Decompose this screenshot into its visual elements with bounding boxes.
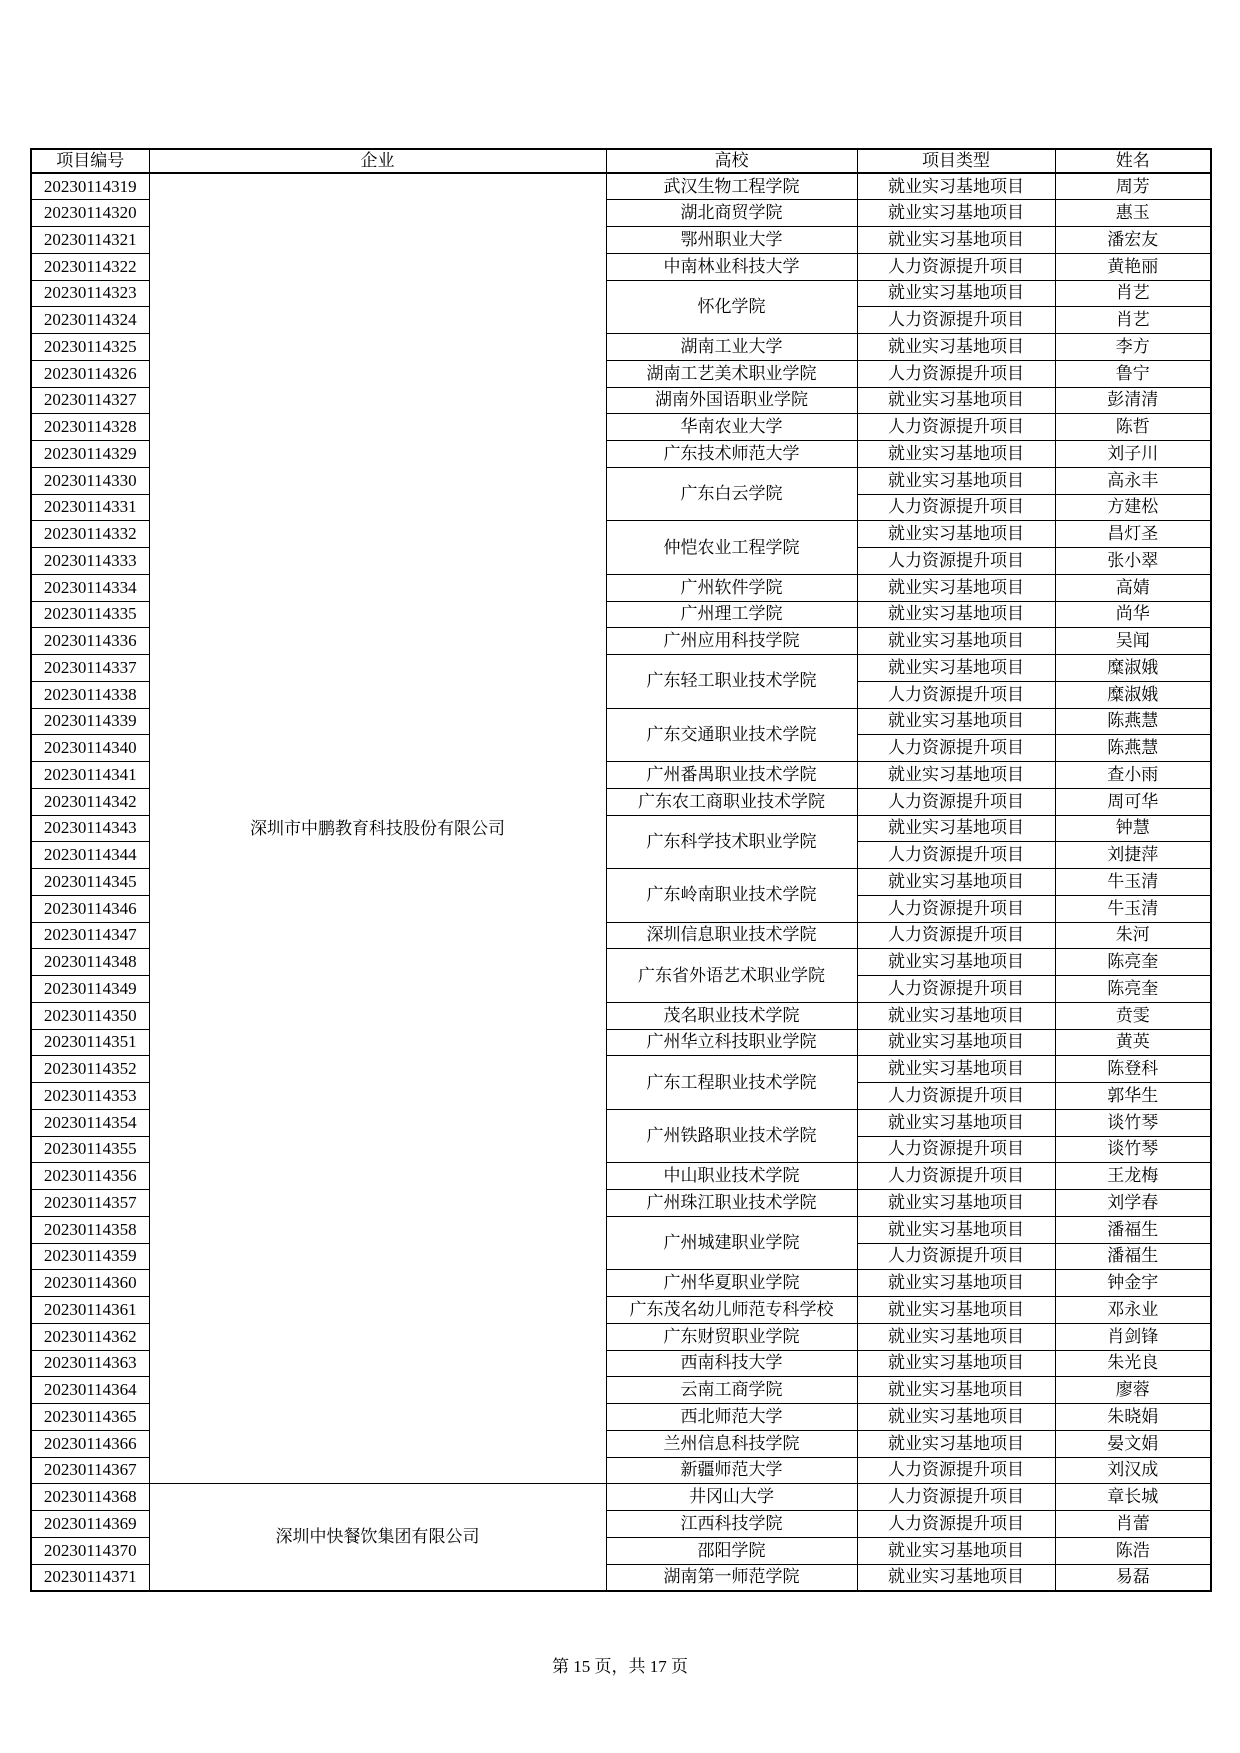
project-id-cell: 20230114361 [31,1297,149,1324]
project-type-cell: 就业实习基地项目 [857,1190,1055,1217]
project-type-cell: 人力资源提升项目 [857,494,1055,521]
project-type-cell: 人力资源提升项目 [857,922,1055,949]
project-type-cell: 就业实习基地项目 [857,1350,1055,1377]
name-cell: 潘福生 [1055,1243,1211,1270]
project-type-cell: 就业实习基地项目 [857,574,1055,601]
project-type-cell: 人力资源提升项目 [857,842,1055,869]
project-type-cell: 就业实习基地项目 [857,467,1055,494]
school-cell: 广州应用科技学院 [606,628,857,655]
project-id-cell: 20230114329 [31,441,149,468]
school-cell: 武汉生物工程学院 [606,173,857,200]
project-type-cell: 就业实习基地项目 [857,1537,1055,1564]
school-cell: 仲恺农业工程学院 [606,521,857,575]
name-cell: 周芳 [1055,173,1211,200]
project-type-cell: 人力资源提升项目 [857,1083,1055,1110]
name-cell: 朱光良 [1055,1350,1211,1377]
project-type-cell: 就业实习基地项目 [857,1216,1055,1243]
name-cell: 张小翠 [1055,548,1211,575]
project-type-cell: 就业实习基地项目 [857,601,1055,628]
project-id-cell: 20230114337 [31,655,149,682]
name-cell: 彭清清 [1055,387,1211,414]
enterprise-cell: 深圳中快餐饮集团有限公司 [149,1484,606,1591]
name-cell: 钟慧 [1055,815,1211,842]
school-cell: 广东技术师范大学 [606,441,857,468]
project-type-cell: 就业实习基地项目 [857,949,1055,976]
school-cell: 广东白云学院 [606,467,857,521]
project-type-cell: 就业实习基地项目 [857,869,1055,896]
project-id-cell: 20230114352 [31,1056,149,1083]
project-id-cell: 20230114323 [31,280,149,307]
project-type-cell: 人力资源提升项目 [857,976,1055,1003]
school-cell: 湖南工业大学 [606,334,857,361]
school-cell: 广州华立科技职业学院 [606,1029,857,1056]
project-id-cell: 20230114340 [31,735,149,762]
school-cell: 广州华夏职业学院 [606,1270,857,1297]
project-id-cell: 20230114350 [31,1002,149,1029]
project-type-cell: 人力资源提升项目 [857,1136,1055,1163]
school-cell: 广东科学技术职业学院 [606,815,857,869]
name-cell: 昌灯圣 [1055,521,1211,548]
name-cell: 鲁宁 [1055,360,1211,387]
school-cell: 湖南工艺美术职业学院 [606,360,857,387]
project-id-cell: 20230114336 [31,628,149,655]
name-cell: 陈燕慧 [1055,708,1211,735]
project-id-cell: 20230114335 [31,601,149,628]
name-cell: 陈哲 [1055,414,1211,441]
project-type-cell: 人力资源提升项目 [857,360,1055,387]
name-cell: 肖蕾 [1055,1511,1211,1538]
school-cell: 湖南外国语职业学院 [606,387,857,414]
project-id-cell: 20230114345 [31,869,149,896]
name-cell: 贲雯 [1055,1002,1211,1029]
project-id-cell: 20230114322 [31,253,149,280]
project-type-cell: 就业实习基地项目 [857,521,1055,548]
school-cell: 广州珠江职业技术学院 [606,1190,857,1217]
project-type-cell: 就业实习基地项目 [857,1109,1055,1136]
name-cell: 陈亮奎 [1055,976,1211,1003]
project-type-cell: 就业实习基地项目 [857,628,1055,655]
project-type-cell: 人力资源提升项目 [857,1163,1055,1190]
name-cell: 肖艺 [1055,280,1211,307]
project-id-cell: 20230114348 [31,949,149,976]
project-id-cell: 20230114367 [31,1457,149,1484]
project-type-cell: 就业实习基地项目 [857,1056,1055,1083]
school-cell: 广东财贸职业学院 [606,1323,857,1350]
school-cell: 怀化学院 [606,280,857,334]
project-id-cell: 20230114356 [31,1163,149,1190]
name-cell: 吴闻 [1055,628,1211,655]
project-id-cell: 20230114341 [31,762,149,789]
school-cell: 广州铁路职业技术学院 [606,1109,857,1163]
project-id-cell: 20230114344 [31,842,149,869]
name-cell: 糜淑娥 [1055,655,1211,682]
school-cell: 广州理工学院 [606,601,857,628]
name-cell: 刘捷萍 [1055,842,1211,869]
header-project-id: 项目编号 [31,149,149,173]
school-cell: 深圳信息职业技术学院 [606,922,857,949]
project-id-cell: 20230114364 [31,1377,149,1404]
school-cell: 湖北商贸学院 [606,200,857,227]
project-type-cell: 人力资源提升项目 [857,307,1055,334]
project-type-cell: 就业实习基地项目 [857,1297,1055,1324]
project-type-cell: 就业实习基地项目 [857,200,1055,227]
name-cell: 陈登科 [1055,1056,1211,1083]
school-cell: 广东农工商职业技术学院 [606,788,857,815]
school-cell: 茂名职业技术学院 [606,1002,857,1029]
name-cell: 方建松 [1055,494,1211,521]
school-cell: 鄂州职业大学 [606,227,857,254]
project-id-cell: 20230114320 [31,200,149,227]
project-id-cell: 20230114321 [31,227,149,254]
school-cell: 广东轻工职业技术学院 [606,655,857,709]
name-cell: 刘学春 [1055,1190,1211,1217]
project-id-cell: 20230114325 [31,334,149,361]
project-id-cell: 20230114338 [31,681,149,708]
name-cell: 牛玉清 [1055,869,1211,896]
project-id-cell: 20230114358 [31,1216,149,1243]
name-cell: 李方 [1055,334,1211,361]
project-type-cell: 就业实习基地项目 [857,1270,1055,1297]
project-id-cell: 20230114353 [31,1083,149,1110]
table-header-row [31,149,1211,173]
project-type-cell: 人力资源提升项目 [857,788,1055,815]
name-cell: 邓永业 [1055,1297,1211,1324]
name-cell: 朱晓娟 [1055,1404,1211,1431]
school-cell: 云南工商学院 [606,1377,857,1404]
project-type-cell: 人力资源提升项目 [857,1457,1055,1484]
enterprise-cell: 深圳市中鹏教育科技股份有限公司 [149,173,606,1484]
project-id-cell: 20230114359 [31,1243,149,1270]
school-cell: 西北师范大学 [606,1404,857,1431]
project-type-cell: 人力资源提升项目 [857,895,1055,922]
project-type-cell: 就业实习基地项目 [857,815,1055,842]
school-cell: 广东工程职业技术学院 [606,1056,857,1110]
project-type-cell: 就业实习基地项目 [857,280,1055,307]
project-id-cell: 20230114354 [31,1109,149,1136]
table-row [31,173,1211,200]
project-id-cell: 20230114368 [31,1484,149,1511]
name-cell: 尚华 [1055,601,1211,628]
project-type-cell: 人力资源提升项目 [857,735,1055,762]
project-id-cell: 20230114331 [31,494,149,521]
project-type-cell: 就业实习基地项目 [857,1002,1055,1029]
project-type-cell: 人力资源提升项目 [857,414,1055,441]
project-id-cell: 20230114332 [31,521,149,548]
project-id-cell: 20230114339 [31,708,149,735]
name-cell: 刘子川 [1055,441,1211,468]
project-type-cell: 人力资源提升项目 [857,253,1055,280]
page-footer: 第 15 页，共 17 页 [552,1657,688,1676]
name-cell: 谈竹琴 [1055,1109,1211,1136]
project-id-cell: 20230114328 [31,414,149,441]
school-cell: 广东岭南职业技术学院 [606,869,857,923]
header-enterprise: 企业 [149,149,606,173]
project-id-cell: 20230114334 [31,574,149,601]
school-cell: 江西科技学院 [606,1511,857,1538]
project-id-cell: 20230114333 [31,548,149,575]
name-cell: 刘汉成 [1055,1457,1211,1484]
school-cell: 新疆师范大学 [606,1457,857,1484]
school-cell: 井冈山大学 [606,1484,857,1511]
project-id-cell: 20230114327 [31,387,149,414]
school-cell: 广东省外语艺术职业学院 [606,949,857,1003]
name-cell: 王龙梅 [1055,1163,1211,1190]
project-table [30,148,1212,1592]
table-header [31,149,1211,173]
name-cell: 牛玉清 [1055,895,1211,922]
name-cell: 陈亮奎 [1055,949,1211,976]
project-type-cell: 就业实习基地项目 [857,762,1055,789]
name-cell: 潘福生 [1055,1216,1211,1243]
project-id-cell: 20230114371 [31,1564,149,1591]
project-type-cell: 就业实习基地项目 [857,1564,1055,1591]
project-id-cell: 20230114347 [31,922,149,949]
project-id-cell: 20230114319 [31,173,149,200]
school-cell: 广州番禺职业技术学院 [606,762,857,789]
name-cell: 谈竹琴 [1055,1136,1211,1163]
project-type-cell: 人力资源提升项目 [857,1511,1055,1538]
school-cell: 中山职业技术学院 [606,1163,857,1190]
project-type-cell: 就业实习基地项目 [857,441,1055,468]
name-cell: 钟金宇 [1055,1270,1211,1297]
name-cell: 易磊 [1055,1564,1211,1591]
name-cell: 潘宏友 [1055,227,1211,254]
table-row [31,1484,1211,1511]
project-type-cell: 就业实习基地项目 [857,1029,1055,1056]
school-cell: 湖南第一师范学院 [606,1564,857,1591]
project-id-cell: 20230114349 [31,976,149,1003]
project-id-cell: 20230114365 [31,1404,149,1431]
name-cell: 肖艺 [1055,307,1211,334]
project-id-cell: 20230114366 [31,1430,149,1457]
project-type-cell: 就业实习基地项目 [857,173,1055,200]
name-cell: 晏文娟 [1055,1430,1211,1457]
table-body [31,173,1211,1591]
project-type-cell: 就业实习基地项目 [857,387,1055,414]
project-type-cell: 就业实习基地项目 [857,334,1055,361]
project-id-cell: 20230114324 [31,307,149,334]
project-id-cell: 20230114330 [31,467,149,494]
name-cell: 黄英 [1055,1029,1211,1056]
project-id-cell: 20230114346 [31,895,149,922]
name-cell: 周可华 [1055,788,1211,815]
project-id-cell: 20230114360 [31,1270,149,1297]
name-cell: 廖蓉 [1055,1377,1211,1404]
project-type-cell: 就业实习基地项目 [857,1430,1055,1457]
project-type-cell: 人力资源提升项目 [857,1243,1055,1270]
school-cell: 中南林业科技大学 [606,253,857,280]
school-cell: 广州城建职业学院 [606,1216,857,1270]
project-type-cell: 人力资源提升项目 [857,548,1055,575]
name-cell: 陈浩 [1055,1537,1211,1564]
name-cell: 郭华生 [1055,1083,1211,1110]
project-type-cell: 人力资源提升项目 [857,681,1055,708]
project-id-cell: 20230114343 [31,815,149,842]
header-project-type: 项目类型 [857,149,1055,173]
header-name: 姓名 [1055,149,1211,173]
project-type-cell: 就业实习基地项目 [857,708,1055,735]
project-type-cell: 就业实习基地项目 [857,1404,1055,1431]
project-id-cell: 20230114342 [31,788,149,815]
header-school: 高校 [606,149,857,173]
project-type-cell: 就业实习基地项目 [857,1323,1055,1350]
school-cell: 广州软件学院 [606,574,857,601]
project-type-cell: 就业实习基地项目 [857,1377,1055,1404]
school-cell: 邵阳学院 [606,1537,857,1564]
project-type-cell: 就业实习基地项目 [857,655,1055,682]
project-id-cell: 20230114326 [31,360,149,387]
name-cell: 惠玉 [1055,200,1211,227]
name-cell: 章长城 [1055,1484,1211,1511]
name-cell: 查小雨 [1055,762,1211,789]
school-cell: 华南农业大学 [606,414,857,441]
project-type-cell: 就业实习基地项目 [857,227,1055,254]
project-id-cell: 20230114370 [31,1537,149,1564]
name-cell: 高永丰 [1055,467,1211,494]
school-cell: 广东茂名幼儿师范专科学校 [606,1297,857,1324]
school-cell: 广东交通职业技术学院 [606,708,857,762]
school-cell: 西南科技大学 [606,1350,857,1377]
name-cell: 黄艳丽 [1055,253,1211,280]
project-id-cell: 20230114355 [31,1136,149,1163]
project-id-cell: 20230114362 [31,1323,149,1350]
name-cell: 肖剑锋 [1055,1323,1211,1350]
project-id-cell: 20230114357 [31,1190,149,1217]
name-cell: 朱河 [1055,922,1211,949]
project-type-cell: 人力资源提升项目 [857,1484,1055,1511]
school-cell: 兰州信息科技学院 [606,1430,857,1457]
project-id-cell: 20230114363 [31,1350,149,1377]
name-cell: 糜淑娥 [1055,681,1211,708]
project-id-cell: 20230114369 [31,1511,149,1538]
project-id-cell: 20230114351 [31,1029,149,1056]
name-cell: 陈燕慧 [1055,735,1211,762]
name-cell: 高婧 [1055,574,1211,601]
